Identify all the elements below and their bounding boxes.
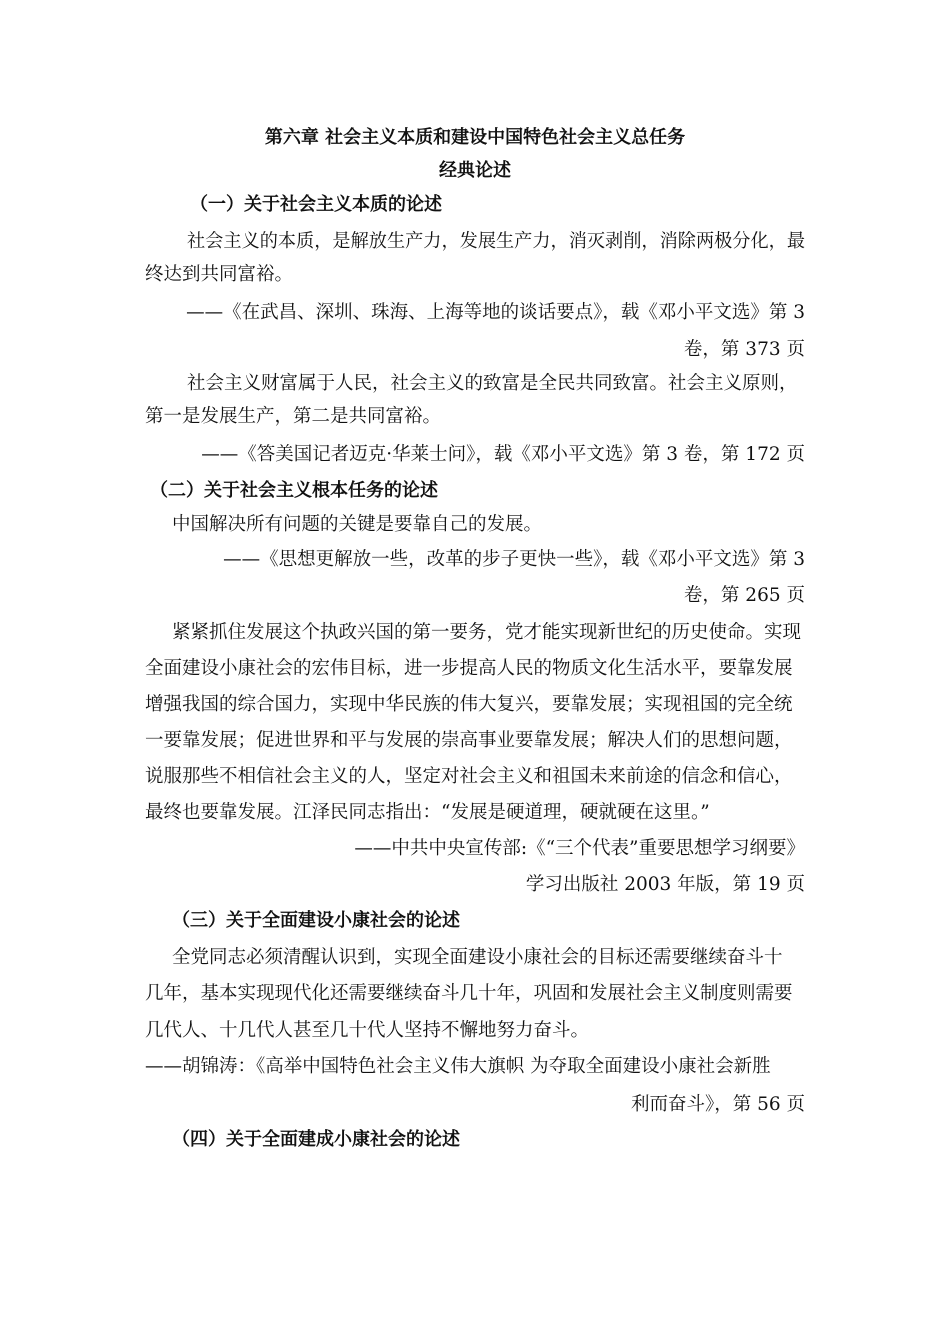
paragraph-line: 社会主义的本质，是解放生产力，发展生产力，消灭剥削，消除两极分化，最	[187, 231, 806, 252]
section-heading-4: （四）关于全面建成小康社会的论述	[172, 1129, 460, 1150]
subtitle: 经典论述	[439, 160, 511, 181]
citation-line: 卷，第 373 页	[683, 339, 805, 360]
paragraph-line: 说服那些不相信社会主义的人，坚定对社会主义和祖国未来前途的信念和信心，	[145, 766, 793, 787]
paragraph-line: 中国解决所有问题的关键是要靠自己的发展。	[172, 514, 543, 535]
paragraph-line: 一要靠发展；促进世界和平与发展的崇高事业要靠发展；解决人们的思想问题，	[145, 730, 793, 751]
section-heading-3: （三）关于全面建设小康社会的论述	[172, 910, 460, 931]
paragraph-line: 全党同志必须清醒认识到，实现全面建设小康社会的目标还需要继续奋斗十	[172, 947, 783, 968]
citation-line: 学习出版社 2003 年版，第 19 页	[525, 874, 805, 895]
paragraph-line: 增强我国的综合国力，实现中华民族的伟大复兴，要靠发展；实现祖国的完全统	[145, 694, 793, 715]
paragraph-line: 第一是发展生产，第二是共同富裕。	[145, 406, 442, 427]
citation-line: ——胡锦涛：《高举中国特色社会主义伟大旗帜 为夺取全面建设小康社会新胜	[145, 1056, 771, 1077]
paragraph-line: 最终也要靠发展。江泽民同志指出：“发展是硬道理，硬就硬在这里。”	[145, 802, 710, 823]
section-heading-1: （一）关于社会主义本质的论述	[190, 194, 442, 215]
citation-line: ——《思想更解放一些，改革的步子更快一些》，载《邓小平文选》第 3	[223, 549, 805, 570]
chapter-title: 第六章 社会主义本质和建设中国特色社会主义总任务	[264, 127, 686, 148]
section-heading-2: （二）关于社会主义根本任务的论述	[150, 480, 438, 501]
paragraph-line: 社会主义财富属于人民，社会主义的致富是全民共同致富。社会主义原则，	[187, 373, 798, 394]
citation-line: 卷，第 265 页	[683, 585, 805, 606]
citation-line: ——《答美国记者迈克·华莱士问》，载《邓小平文选》第 3 卷，第 172 页	[201, 444, 805, 465]
citation-line: ——中共中央宣传部:《“三个代表”重要思想学习纲要》	[354, 838, 805, 859]
citation-line: ——《在武昌、深圳、珠海、上海等地的谈话要点》，载《邓小平文选》第 3	[186, 302, 805, 323]
paragraph-line: 紧紧抓住发展这个执政兴国的第一要务，党才能实现新世纪的历史使命。实现	[172, 622, 802, 643]
paragraph-line: 终达到共同富裕。	[145, 264, 294, 285]
paragraph-line: 全面建设小康社会的宏伟目标，进一步提高人民的物质文化生活水平，要靠发展	[145, 658, 793, 679]
paragraph-line: 几代人、十几代人甚至几十代人坚持不懈地努力奋斗。	[145, 1020, 590, 1041]
citation-line: 利而奋斗》，第 56 页	[630, 1094, 805, 1115]
paragraph-line: 几年，基本实现现代化还需要继续奋斗几十年，巩固和发展社会主义制度则需要	[145, 983, 793, 1004]
